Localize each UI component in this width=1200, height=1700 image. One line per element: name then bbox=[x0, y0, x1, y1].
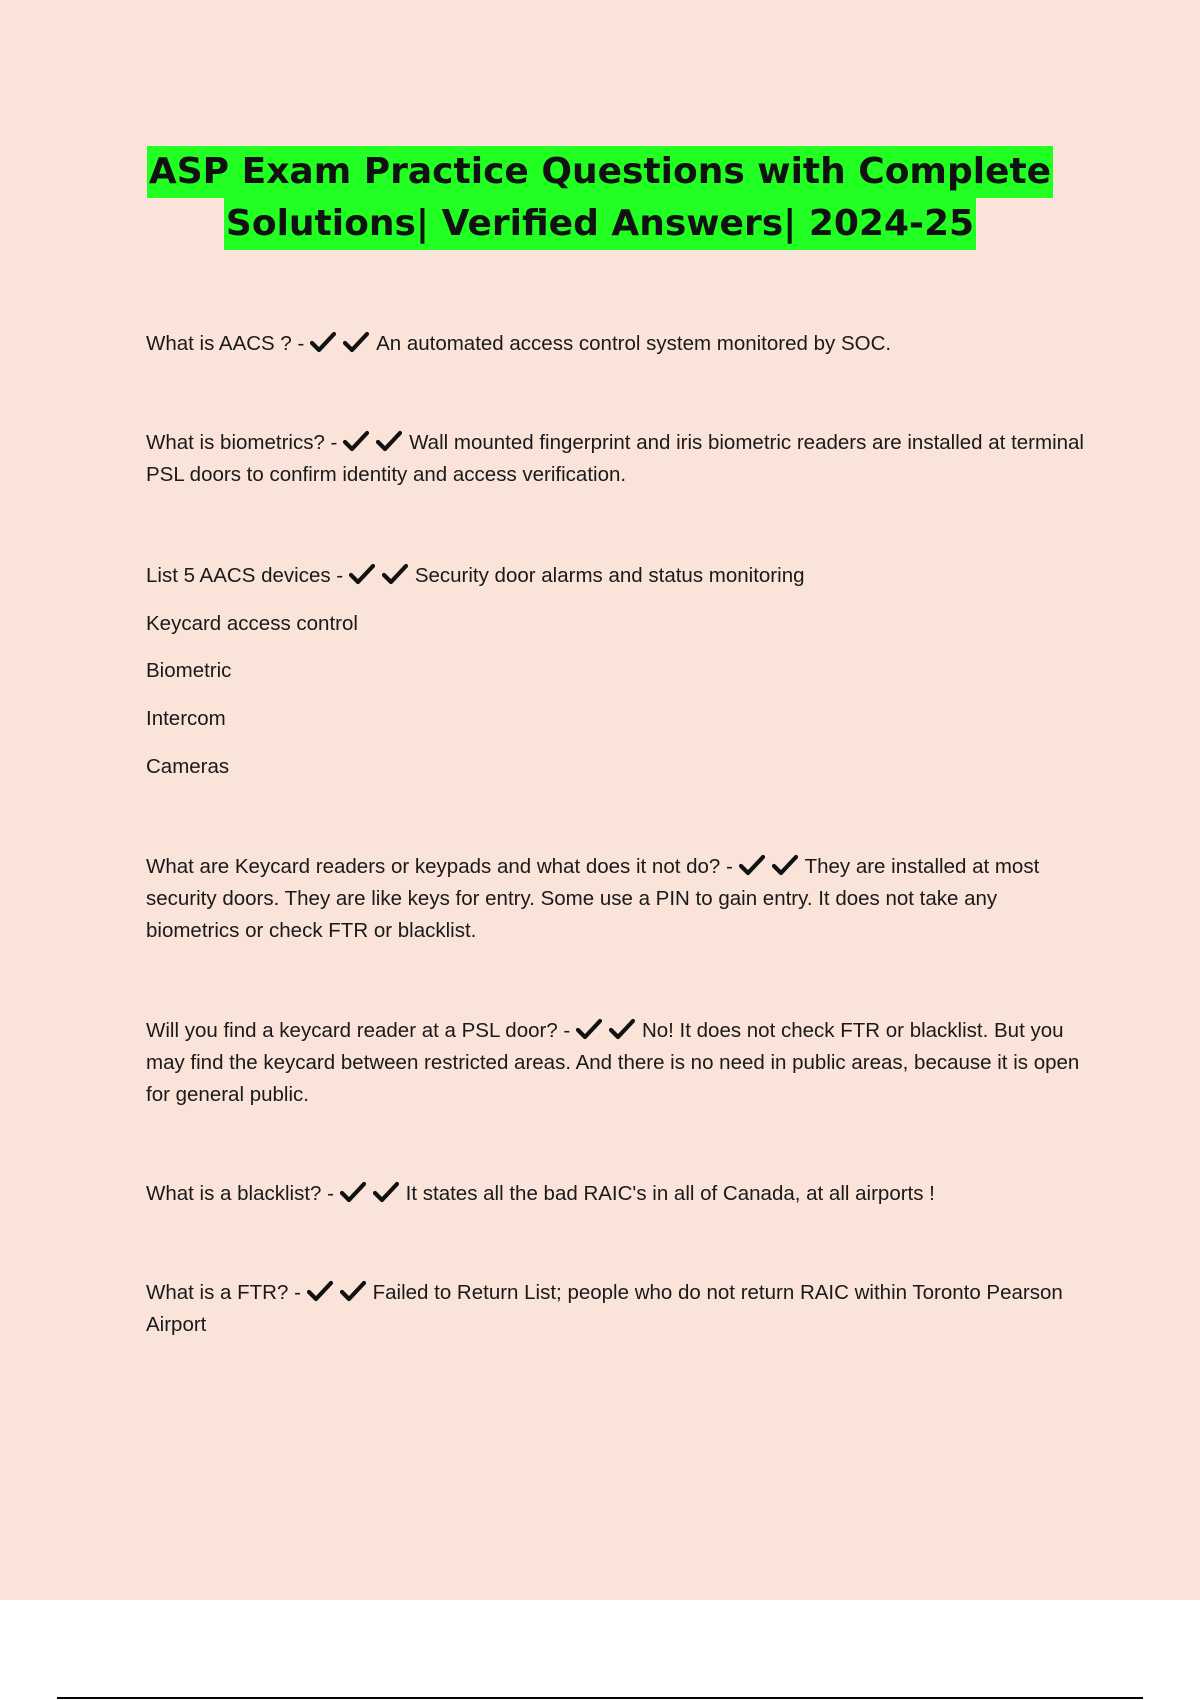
footer-divider bbox=[57, 1697, 1143, 1699]
title-line-2: Solutions| Verified Answers| 2024-25 bbox=[224, 198, 976, 250]
answer-text: No! It does not check FTR or blacklist. But you may find the keycard between restricted areas. And there is no need in public areas, because it is open for general public. bbox=[146, 1019, 1080, 1106]
checkmark-icon bbox=[340, 1280, 366, 1302]
list-item: Biometric bbox=[146, 659, 232, 682]
question-text: What is biometrics? - bbox=[146, 431, 344, 454]
title-line-1: ASP Exam Practice Questions with Complete bbox=[147, 146, 1053, 198]
answer-text: An automated access control system monitored by SOC. bbox=[376, 332, 892, 355]
checkmark-icon bbox=[307, 1280, 333, 1302]
checkmark-icon bbox=[609, 1018, 635, 1040]
checkmark-icon bbox=[343, 430, 369, 452]
question-text: What are Keycard readers or keypads and what does it not do? - bbox=[146, 855, 739, 878]
answer-text: It states all the bad RAIC's in all of Canada, at all airports ! bbox=[405, 1182, 935, 1205]
list-item: Intercom bbox=[146, 707, 226, 730]
answer-text: Failed to Return List; people who do not return RAIC within Toronto Pearson Airport bbox=[146, 1281, 1063, 1336]
answer-text: They are installed at most security doors. They are like keys for entry. Some use a PIN to gain entry. It does not take any biometrics or check FTR or blacklist. bbox=[146, 855, 1040, 942]
question-text: Will you find a keycard reader at a PSL door? - bbox=[146, 1019, 576, 1042]
question-text: What is AACS ? - bbox=[146, 332, 311, 355]
qa-item bbox=[146, 1277, 1096, 1341]
checkmark-icon bbox=[340, 1181, 366, 1203]
checkmark-icon bbox=[576, 1018, 602, 1040]
checkmark-icon bbox=[349, 563, 375, 585]
qa-item bbox=[146, 427, 1096, 491]
qa-item bbox=[146, 1015, 1096, 1111]
list-item: Cameras bbox=[146, 755, 230, 778]
qa-item bbox=[146, 851, 1096, 947]
answer-text: Security door alarms and status monitoring bbox=[414, 564, 805, 587]
checkmark-icon bbox=[772, 854, 798, 876]
list-item: Keycard access control bbox=[146, 612, 358, 635]
checkmark-icon bbox=[343, 331, 369, 353]
checkmark-icon bbox=[373, 1181, 399, 1203]
checkmark-icon bbox=[310, 331, 336, 353]
document-title bbox=[0, 146, 1200, 250]
checkmark-icon bbox=[376, 430, 402, 452]
qa-item bbox=[146, 560, 1096, 592]
checkmark-icon bbox=[382, 563, 408, 585]
qa-item bbox=[146, 1178, 1096, 1210]
question-text: What is a blacklist? - bbox=[146, 1182, 340, 1205]
answer-text: Wall mounted fingerprint and iris biometric readers are installed at terminal PSL doors to confirm identity and access verification. bbox=[146, 431, 1084, 486]
question-text: List 5 AACS devices - bbox=[146, 564, 349, 587]
checkmark-icon bbox=[739, 854, 765, 876]
question-text: What is a FTR? - bbox=[146, 1281, 307, 1304]
qa-item bbox=[146, 328, 1096, 360]
